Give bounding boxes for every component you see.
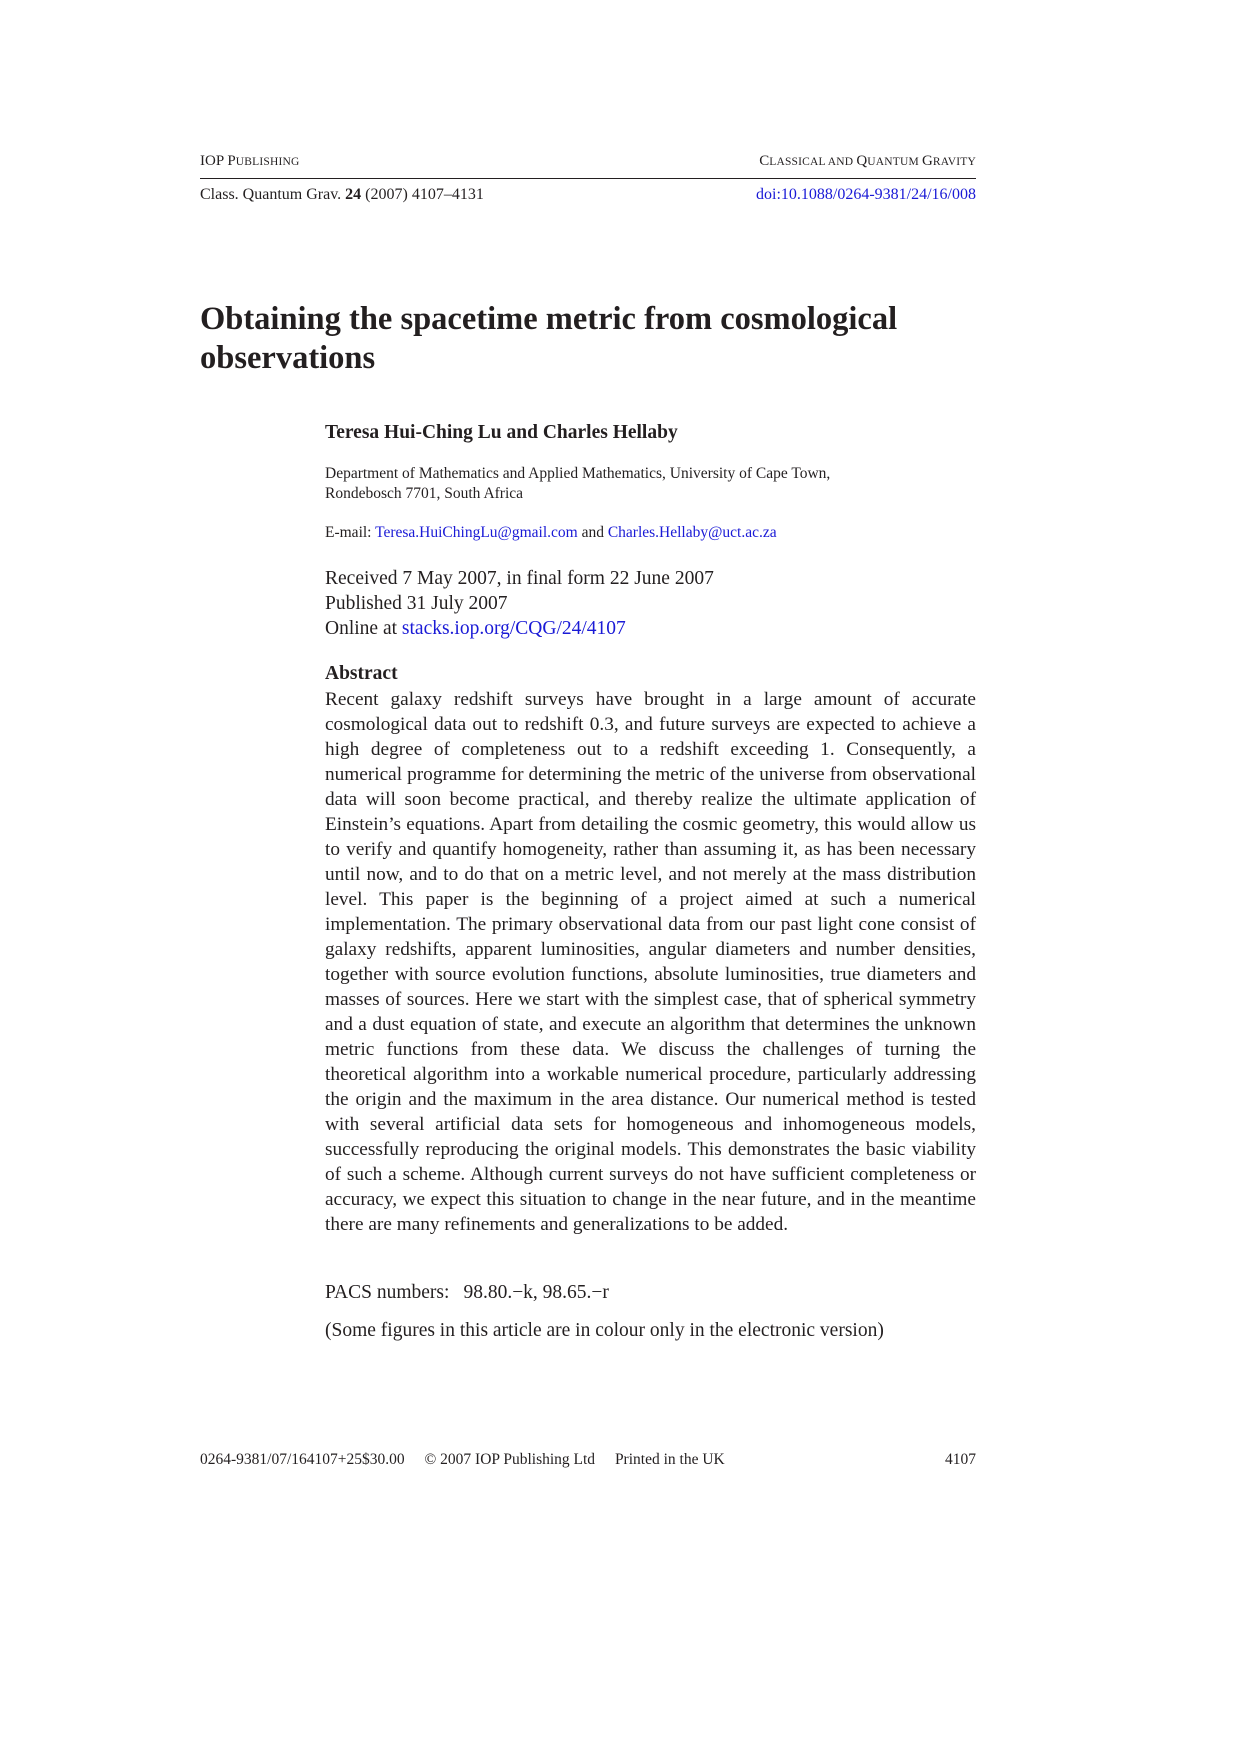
copyright: © 2007 IOP Publishing Ltd xyxy=(424,1451,596,1468)
issn-price: 0264-9381/07/164107+25$30.00 xyxy=(200,1451,405,1468)
running-header xyxy=(200,153,976,170)
affiliation: Department of Mathematics and Applied Mathematics, University of Cape Town, Rondebosch 7701, South Africa xyxy=(325,465,831,502)
email-link-lu[interactable]: Teresa.HuiChingLu@gmail.com xyxy=(375,524,578,541)
online-line: Online at stacks.iop.org/CQG/24/4107 xyxy=(325,618,626,639)
online-link[interactable]: stacks.iop.org/CQG/24/4107 xyxy=(401,618,626,639)
header-rule xyxy=(200,178,976,179)
citation-row xyxy=(200,186,976,204)
pacs-numbers: PACS numbers: 98.80.−k, 98.65.−r xyxy=(325,1282,609,1303)
email-link-hellaby[interactable]: Charles.Hellaby@uct.ac.za xyxy=(607,524,777,541)
journal-name: CLASSICAL AND QUANTUM GRAVITY xyxy=(759,153,976,169)
abstract-text: Recent galaxy redshift surveys have brought in a large amount of accurate cosmological data out to redshift 0.3, and future surveys are expected to achieve a high degree of completeness out to a redshift exceeding 1. Consequently, a numerical programme for determining the metric of the universe from observational data will soon become practical, and thereby realize the ultimate application of Einstein’s equations. Apart from detailing the cosmic geometry, this would allow us to verify and quantify homogeneity, rather than assuming it, as has been necessary until now, and to do that on a metric level, and not merely at the mass distribution level. This paper is the beginning of a project aimed at such a numerical implementation. The primary observational data from our past light cone consist of galaxy redshifts, apparent luminosities, angular diameters and number densities, together with source evolution functions, absolute luminosities, true diameters and masses of sources. Here we start with the simplest case, that of spherical symmetry and a dust equation of state, and execute an algorithm that determines the unknown metric functions from these data. We discuss the challenges of turning the theoretical algorithm into a workable numerical procedure, particularly addressing the origin and the maximum in the area distance. Our numerical method is tested with several artificial data sets for homogeneous and inhomogeneous models, successfully reproducing the original models. This demonstrates the basic viability of such a scheme. Although current surveys do not have sufficient completeness or accuracy, we expect this situation to change in the near future, and in the meantime there are many refinements and generalizations to be added. xyxy=(325,689,976,1235)
doi-link[interactable]: doi:10.1088/0264-9381/24/16/008 xyxy=(756,186,976,203)
paper-title: Obtaining the spacetime metric from cosmological observations xyxy=(200,301,898,376)
abstract-heading: Abstract xyxy=(325,663,398,684)
authors: Teresa Hui-Ching Lu and Charles Hellaby xyxy=(325,422,678,443)
journal-citation: Class. Quantum Grav. 24 (2007) 4107–4131 xyxy=(200,186,484,203)
received-date: Received 7 May 2007, in final form 22 June 2007 xyxy=(325,568,714,589)
published-date: Published 31 July 2007 xyxy=(325,593,508,614)
page-number: 4107 xyxy=(945,1451,976,1468)
printed-note: Printed in the UK xyxy=(614,1451,725,1468)
publisher-name: IOP PUBLISHING xyxy=(200,153,300,169)
colour-note: (Some figures in this article are in colour only in the electronic version) xyxy=(325,1320,884,1341)
email-line: E-mail: Teresa.HuiChingLu@gmail.com and Charles.Hellaby@uct.ac.za xyxy=(325,524,777,541)
publication-dates xyxy=(325,566,714,641)
page-footer xyxy=(200,1451,976,1469)
